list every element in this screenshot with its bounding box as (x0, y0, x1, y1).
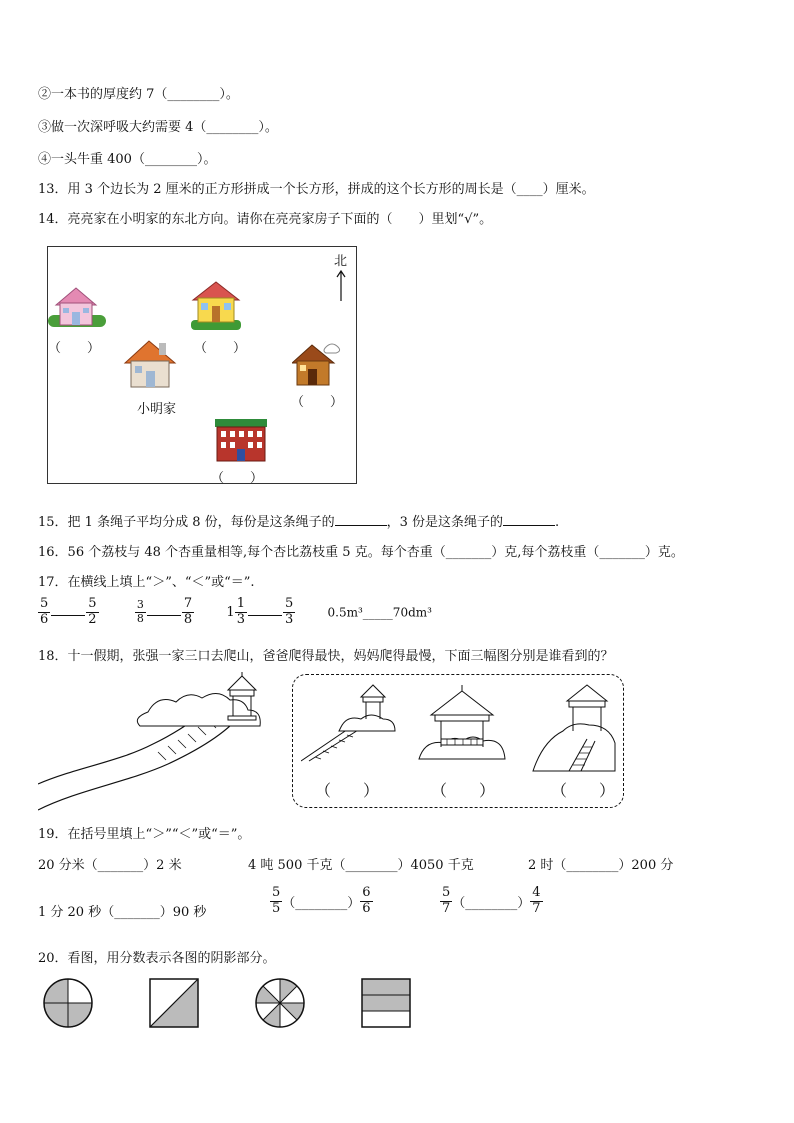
q17-fraction-6: $\frac{5}{3}$ (284, 596, 294, 627)
view-1-answer[interactable]: （ ） (315, 781, 380, 800)
school-answer[interactable]: （ ） (211, 471, 264, 486)
xiaoming-house-icon (123, 339, 179, 391)
circle-eighths-figure (254, 977, 306, 1029)
q20-text: 20．看图，用分数表示各图的阴影部分。 (38, 951, 276, 966)
xiaoming-label: 小明家 (137, 402, 177, 417)
q19-item-d: 1 分 20 秒（_______）90 秒 (38, 905, 207, 920)
brown-house-answer[interactable]: （ ） (291, 395, 344, 410)
view-2-answer[interactable]: （ ） (431, 781, 496, 800)
q19-fraction-f2: $\frac{4}{7}$ (532, 885, 541, 916)
q12-item4: ④一头牛重 400（________）。 (38, 152, 217, 167)
q19-fraction-e2: $\frac{6}{6}$ (362, 885, 371, 916)
view-3-answer[interactable]: （ ） (551, 781, 616, 800)
q17-text: 17．在横线上填上“＞”、“＜”或“＝”. (38, 575, 255, 590)
yellow-house-icon (191, 280, 241, 332)
q12-item3: ③做一次深呼吸大约需要 4（________）。 (38, 120, 278, 135)
q19-item-a: 20 分米（_______）2 米 (38, 858, 182, 873)
q19-item-b: 4 吨 500 千克（________）4050 千克 (248, 858, 474, 873)
q13-text: 13．用 3 个边长为 2 厘米的正方形拼成一个长方形，拼成的这个长方形的周长是（____）厘米。 (38, 182, 595, 197)
square-diagonal-figure (148, 977, 200, 1029)
mountain-path-figure (38, 672, 290, 812)
q18-text: 18．十一假期，张强一家三口去爬山，爸爸爬得最快，妈妈爬得最慢，下面三幅图分别是谁看到的？ (38, 649, 614, 664)
yellow-house-answer[interactable]: （ ） (194, 341, 247, 356)
q19-blank-e[interactable]: （________） (282, 895, 361, 911)
pink-house-answer[interactable]: （ ） (48, 341, 101, 356)
q17-fraction-2: $\frac{5}{2}$ (88, 596, 97, 627)
circle-quarters-figure (42, 977, 94, 1029)
q14-text: 14．亮亮家在小明家的东北方向。请你在亮亮家房子下面的（ ）里划“√”。 (38, 212, 493, 227)
q12-item2: ②一本书的厚度约 7（________）。 (38, 87, 239, 102)
q17-fraction-3: $\frac{3}{8}$ (136, 598, 144, 625)
north-label: 北 (334, 254, 348, 269)
q19-item-e (270, 886, 373, 917)
brown-house-icon (292, 341, 342, 389)
q17-fraction-4: $\frac{7}{8}$ (183, 596, 193, 627)
q15-blank2[interactable] (503, 513, 555, 526)
q17-blank-1[interactable] (51, 603, 85, 616)
q19-blank-f[interactable]: （________） (452, 895, 531, 911)
q19-item-f (440, 886, 543, 917)
q17-mixed-whole: 1 (226, 604, 235, 620)
pink-house-icon (48, 285, 106, 329)
q15-blank1[interactable] (335, 513, 387, 526)
school-building-icon (215, 419, 267, 463)
view-1-figure (301, 683, 397, 763)
q17-fraction-5: $\frac{1}{3}$ (236, 596, 245, 627)
q19-item-c: 2 时（________）200 分 (528, 858, 674, 873)
rectangle-thirds-figure (360, 977, 412, 1029)
north-arrow-icon (334, 269, 348, 303)
q16-text: 16．56 个荔枝与 48 个杏重量相等,每个杏比荔枝重 5 克。每个杏重（_______）克,每个荔枝重（_______）克。 (38, 545, 684, 560)
view-3-figure (529, 681, 619, 775)
q19-fraction-f1: $\frac{5}{7}$ (442, 885, 451, 916)
q17-compare-row (38, 597, 432, 628)
q17-fraction-1: $\frac{5}{6}$ (40, 596, 49, 627)
q15-prefix: 15．把 1 条绳子平均分成 8 份，每份是这条绳子的 (38, 515, 335, 530)
q15-mid: ，3 份是这条绳子的 (386, 515, 504, 530)
q14-map-figure (47, 246, 357, 484)
q17-blank-2[interactable] (147, 603, 181, 616)
q19-text: 19．在括号里填上“＞”“＜”或“＝”。 (38, 827, 251, 842)
q15-text (38, 511, 559, 530)
q17-volume-compare: 0.5m³_____70dm³ (327, 605, 432, 620)
view-2-figure (417, 685, 507, 765)
q18-views-box (292, 674, 624, 808)
q19-fraction-e1: $\frac{5}{5}$ (272, 885, 281, 916)
q15-end: . (555, 515, 560, 530)
q17-blank-3[interactable] (248, 603, 282, 616)
